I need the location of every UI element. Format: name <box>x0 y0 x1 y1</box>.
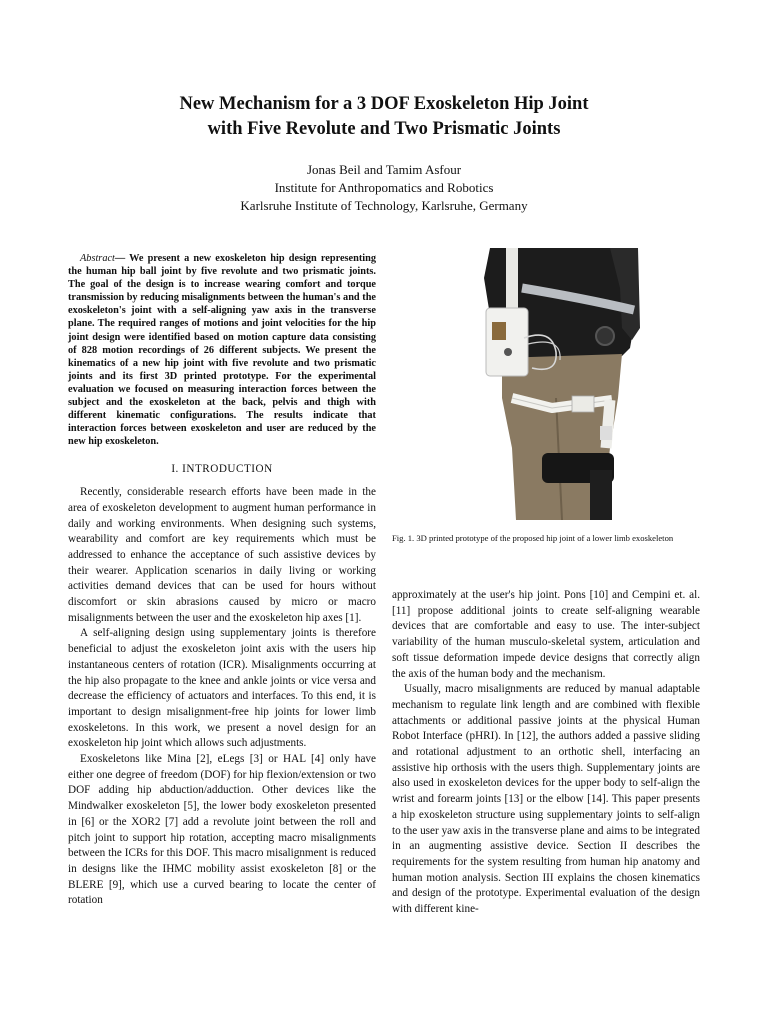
figure-exoskeleton-photo <box>472 248 640 520</box>
section-heading-introduction: I. INTRODUCTION <box>171 463 273 476</box>
right-column <box>392 588 700 918</box>
abstract-label: Abstract <box>80 253 115 264</box>
affiliation-institute: Institute for Anthropomatics and Robotics <box>274 180 494 195</box>
abstract-text: — We present a new exoskeleton hip design representing the human hip ball joint by five revolute and two prismatic joints. The goal of the design is to increase wearing comfort and torque transmission by reducing misalignments between the human's and the exoskeleton's joint with a self-aligning yaw axis in the transverse plane. The required ranges of motions and joint velocities for the hip joint design were identified based on motion capture data consisting of 828 motion recordings of 26 different subjects. We present the kinematics of a new hip joint with five revolute and two prismatic joints and its first 3D printed prototype. For the experimental evaluation we focused on measuring interaction forces between the subject and the exoskeleton at the back, pelvis and thigh with different kinematic configurations. The results indicate that interaction forces between exoskeleton and user are reduced by the new hip exoskeleton. <box>68 253 376 448</box>
figure-caption: Fig. 1. 3D printed prototype of the proposed hip joint of a lower limb exoskeleton <box>392 533 674 543</box>
title-line-2: with Five Revolute and Two Prismatic Joints <box>207 119 561 139</box>
title-line-1: New Mechanism for a 3 DOF Exoskeleton Hip Joint <box>179 94 589 114</box>
affiliation-university: Karlsruhe Institute of Technology, Karlsruhe, Germany <box>240 198 528 213</box>
left-column <box>68 252 376 909</box>
intro-paragraph-2: A self-aligning design using supplementary joints is therefore beneficial to adjust the exoskeleton joint axis with the users hip instantaneous centers of rotation (ICR). Misalignments occurring at the hip also propagate to the knee and ankle joints or vice versa and decrease the efficiency of actuators and interfaces. To this end, it is important to design misalignment-free hip joints for lower limb exoskeletons. In this work, we present a novel design for an exoskeleton hip joint which allows such adjustments. <box>68 627 376 750</box>
abstract <box>68 252 376 448</box>
intro-paragraph-3: Exoskeletons like Mina [2], eLegs [3] or HAL [4] only have either one degree of freedom (DOF) for hip flexion/extension or two DOF adding hip abduction/adduction. Other devices like the Mindwalker exoskeleton [5], the lower body exoskeleton presented in [6] or the XOR2 [7] add a revolute joint between the roll and pitch joint to support hip rotation, accepting macro misalignments between the ICRs for this DOF. This macro misalignment is reduced in designs like the IHMC mobility assist exoskeleton [8] or the BLERE [9], which use a curved bearing to locate the center of rotation <box>68 753 376 907</box>
author-block <box>0 161 768 215</box>
right-paragraph-2: Usually, macro misalignments are reduced by manual adaptable mechanism to regulate link length and are combined with flexible attachments or additional passive joints at the physical Human Robot Interface (pHRI). In [12], the authors added a passive sliding and rotational adjustment to an orthotic shell, interfacing an assistive hip orthosis with the users thigh. Supplementary joints are also used in exoskeleton devices for the upper body to self-align the wrist and forearm joints [13] or the elbow [14]. This paper presents a hip exoskeleton structure using supplementary joints to self-align to the user yaw axis in the transverse plane and aims to be integrated in an augmenting assistive device. Section II describes the requirements for the system resulting from human hip anatomy and human motion analysis. Section III explains the chosen kinematics and design of the prototype. Experimental evaluation of the design with different kine- <box>392 683 700 916</box>
intro-paragraph-1: Recently, considerable research efforts have been made in the area of exoskeleton development to augment human performance in daily and working environments. When designing such systems, wearability and comfort are key requirements which must be addressed to enhance the acceptance of such assistive devices by their wearer. Application scenarios in daily living or working activities demand devices that can be used for hours without discomfort or skin abrasions caused by micro or macro misalignments between the user and the exoskeleton hip axes [1]. <box>68 486 376 624</box>
exoskeleton-photo-illustration <box>472 248 640 520</box>
right-paragraph-1: approximately at the user's hip joint. Pons [10] and Cempini et. al. [11] propose additional joints to create self-aligning wearable devices that are comfortable and easy to use. The inter-subject variability of the human musculo-skeletal system, articulation and soft tissue deformation impede device designs that correctly align the axis of the human body and the mechanism. <box>392 589 700 680</box>
authors: Jonas Beil and Tamim Asfour <box>306 162 462 177</box>
paper-title <box>0 92 768 142</box>
